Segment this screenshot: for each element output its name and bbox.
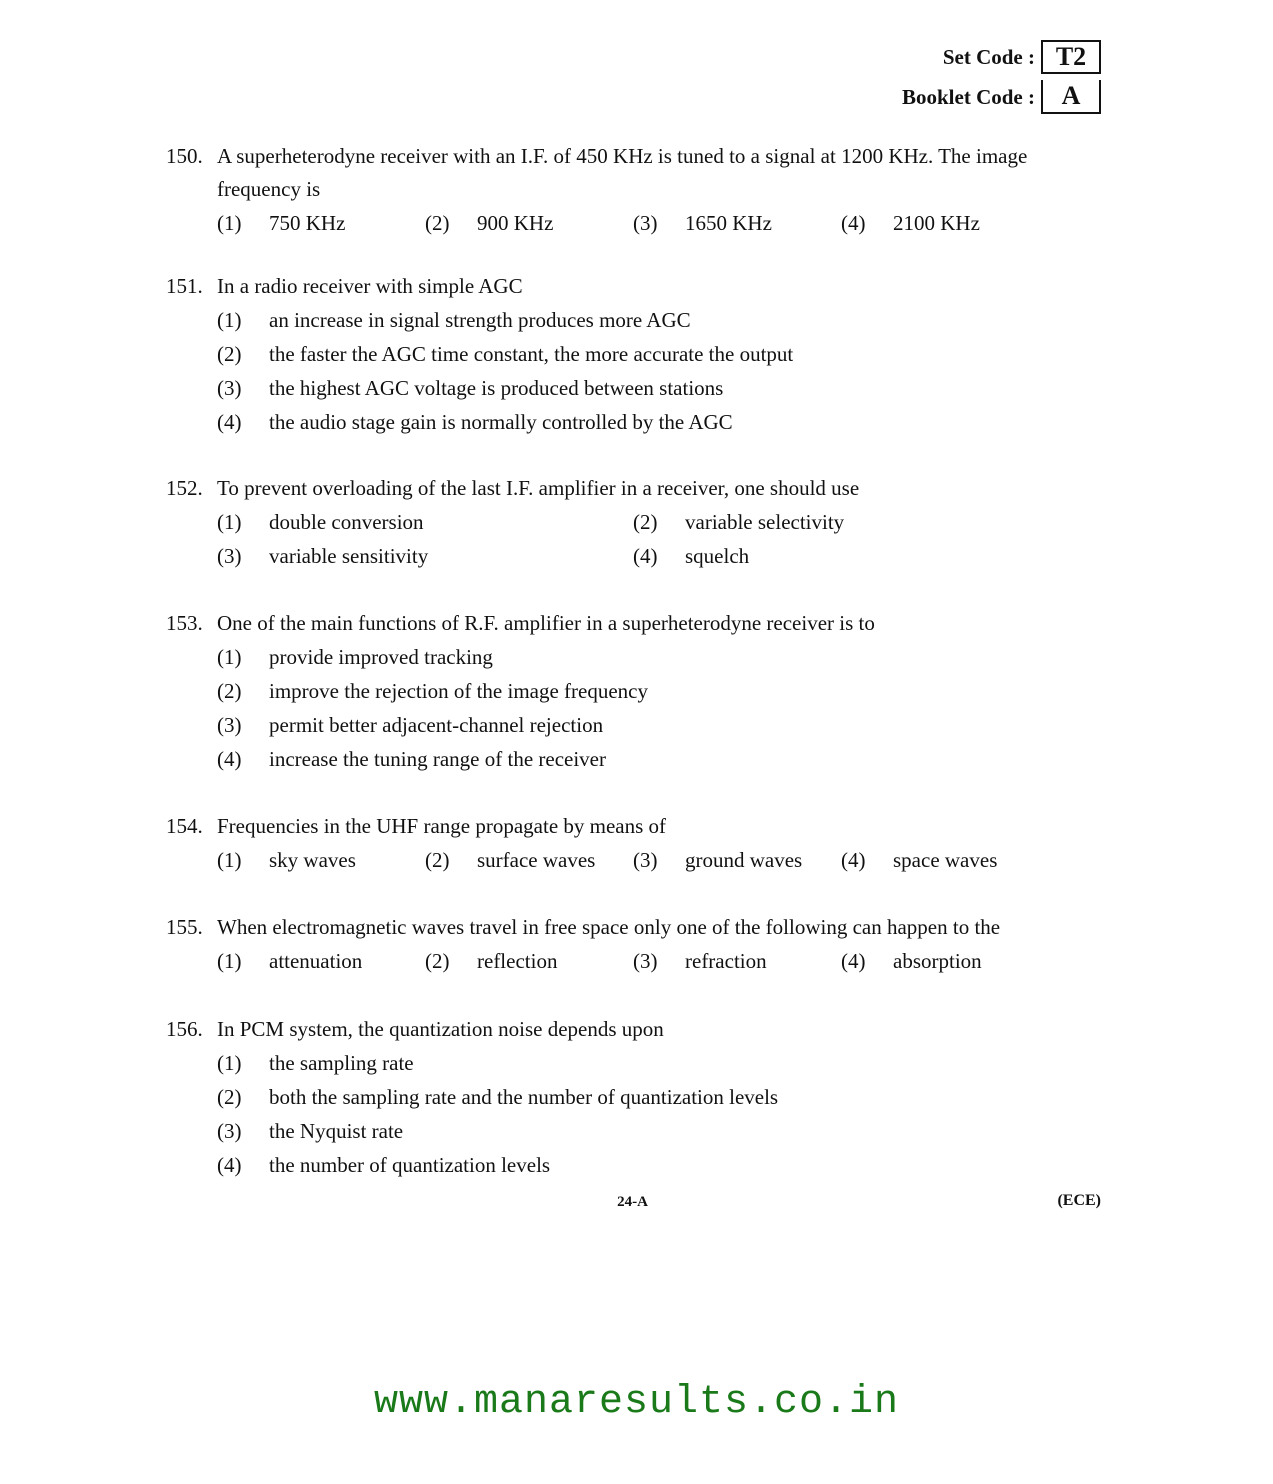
option-2 xyxy=(633,505,1033,539)
set-code xyxy=(943,40,1101,74)
options xyxy=(217,505,1116,573)
option-text: 900 KHz xyxy=(477,210,554,235)
question-text: To prevent overloading of the last I.F. amplifier in a receiver, one should use xyxy=(217,476,860,500)
option-text: the Nyquist rate xyxy=(269,1118,404,1143)
option-number: (3) xyxy=(633,948,658,973)
option-4 xyxy=(841,944,1049,978)
option-3 xyxy=(217,539,633,573)
option-1 xyxy=(217,640,1116,674)
option-1 xyxy=(217,505,633,539)
option-text: provide improved tracking xyxy=(269,644,493,669)
option-1 xyxy=(217,843,425,877)
option-2 xyxy=(217,674,1116,708)
option-4 xyxy=(633,539,1033,573)
option-number: (2) xyxy=(425,847,450,872)
option-text: the sampling rate xyxy=(269,1050,414,1075)
option-text: 1650 KHz xyxy=(685,210,772,235)
question-number: 150. xyxy=(166,144,203,168)
option-number: (1) xyxy=(217,1050,242,1075)
question-text: When electromagnetic waves travel in free space only one of the following can happen to the xyxy=(217,915,1001,939)
option-number: (4) xyxy=(841,210,866,235)
options xyxy=(217,640,1116,776)
option-number: (3) xyxy=(217,375,242,400)
subject-code: (ECE) xyxy=(1057,1192,1101,1209)
option-text: absorption xyxy=(893,948,982,973)
options xyxy=(217,843,1116,877)
option-1 xyxy=(217,206,425,240)
option-number: (4) xyxy=(841,847,866,872)
question-154 xyxy=(166,810,1116,877)
page-number-text: 24-A xyxy=(617,1194,648,1210)
option-text: the highest AGC voltage is produced between stations xyxy=(269,375,724,400)
option-4 xyxy=(841,843,1049,877)
option-text: space waves xyxy=(893,847,998,872)
option-number: (2) xyxy=(425,948,450,973)
question-stem xyxy=(166,911,1116,944)
booklet-code xyxy=(902,80,1101,114)
option-text: reflection xyxy=(477,948,558,973)
option-number: (4) xyxy=(217,746,242,771)
option-text: the faster the AGC time constant, the more accurate the output xyxy=(269,341,794,366)
question-153 xyxy=(166,607,1116,776)
option-2 xyxy=(425,843,633,877)
question-stem xyxy=(166,1013,1116,1046)
option-number: (2) xyxy=(217,341,242,366)
question-number: 154. xyxy=(166,814,203,838)
question-number: 153. xyxy=(166,611,203,635)
options xyxy=(217,944,1116,978)
question-156 xyxy=(166,1013,1116,1182)
option-text: the audio stage gain is normally controlled by the AGC xyxy=(269,409,733,434)
option-text: the number of quantization levels xyxy=(269,1152,551,1177)
option-text: permit better adjacent-channel rejection xyxy=(269,712,604,737)
option-text: sky waves xyxy=(269,847,356,872)
question-stem xyxy=(166,607,1116,640)
option-number: (2) xyxy=(425,210,450,235)
option-4 xyxy=(217,405,1116,439)
option-number: (2) xyxy=(633,509,658,534)
booklet-code-label: Booklet Code : xyxy=(902,84,1035,109)
question-text: In PCM system, the quantization noise depends upon xyxy=(217,1017,664,1041)
option-text: attenuation xyxy=(269,948,363,973)
option-2 xyxy=(425,206,633,240)
option-3 xyxy=(217,1114,1116,1148)
question-number: 151. xyxy=(166,274,203,298)
option-text: an increase in signal strength produces more AGC xyxy=(269,307,691,332)
question-number: 152. xyxy=(166,476,203,500)
question-stem xyxy=(166,270,1116,303)
option-number: (3) xyxy=(217,712,242,737)
option-2 xyxy=(217,1080,1116,1114)
option-4 xyxy=(841,206,1049,240)
booklet-code-value: A xyxy=(1041,80,1101,114)
question-number: 156. xyxy=(166,1017,203,1041)
question-152 xyxy=(166,472,1116,573)
question-number: 155. xyxy=(166,915,203,939)
option-text: ground waves xyxy=(685,847,803,872)
option-1 xyxy=(217,303,1116,337)
option-1 xyxy=(217,1046,1116,1080)
option-3 xyxy=(217,371,1116,405)
website-link[interactable]: www.manaresults.co.in xyxy=(373,1380,900,1425)
option-number: (1) xyxy=(217,307,242,332)
option-number: (1) xyxy=(217,847,242,872)
option-3 xyxy=(217,708,1116,742)
option-text: increase the tuning range of the receiver xyxy=(269,746,606,771)
question-stem xyxy=(166,810,1116,843)
question-text: Frequencies in the UHF range propagate by means of xyxy=(217,814,667,838)
option-text: 2100 KHz xyxy=(893,210,980,235)
option-number: (4) xyxy=(841,948,866,973)
option-number: (4) xyxy=(217,1152,242,1177)
option-2 xyxy=(425,944,633,978)
question-text: One of the main functions of R.F. amplifier in a superheterodyne receiver is to xyxy=(217,611,875,635)
option-text: double conversion xyxy=(269,509,424,534)
question-stem xyxy=(166,140,1116,206)
options xyxy=(217,206,1116,240)
option-number: (2) xyxy=(217,678,242,703)
question-155 xyxy=(166,911,1116,978)
options xyxy=(217,1046,1116,1182)
option-4 xyxy=(217,1148,1116,1182)
option-2 xyxy=(217,337,1116,371)
option-number: (3) xyxy=(217,543,242,568)
option-number: (1) xyxy=(217,509,242,534)
option-4 xyxy=(217,742,1116,776)
question-text: In a radio receiver with simple AGC xyxy=(217,274,523,298)
option-1 xyxy=(217,944,425,978)
options xyxy=(217,303,1116,439)
option-text: improve the rejection of the image frequency xyxy=(269,678,649,703)
question-text: A superheterodyne receiver with an I.F. of 450 KHz is tuned to a signal at 1200 KHz. The image frequency is xyxy=(217,144,1028,201)
option-number: (3) xyxy=(217,1118,242,1143)
option-number: (1) xyxy=(217,210,242,235)
option-number: (4) xyxy=(633,543,658,568)
option-text: surface waves xyxy=(477,847,596,872)
option-text: 750 KHz xyxy=(269,210,346,235)
option-number: (3) xyxy=(633,210,658,235)
question-151 xyxy=(166,270,1116,439)
set-code-value: T2 xyxy=(1041,40,1101,74)
set-code-label: Set Code : xyxy=(942,44,1035,69)
option-3 xyxy=(633,944,841,978)
option-text: variable sensitivity xyxy=(269,543,429,568)
question-stem xyxy=(166,472,1116,505)
option-3 xyxy=(633,843,841,877)
option-text: both the sampling rate and the number of quantization levels xyxy=(269,1084,779,1109)
option-number: (1) xyxy=(217,948,242,973)
option-text: squelch xyxy=(685,543,750,568)
option-3 xyxy=(633,206,841,240)
option-text: variable selectivity xyxy=(685,509,845,534)
option-number: (1) xyxy=(217,644,242,669)
option-number: (2) xyxy=(217,1084,242,1109)
question-150 xyxy=(166,140,1116,240)
option-number: (3) xyxy=(633,847,658,872)
option-text: refraction xyxy=(685,948,767,973)
option-number: (4) xyxy=(217,409,242,434)
